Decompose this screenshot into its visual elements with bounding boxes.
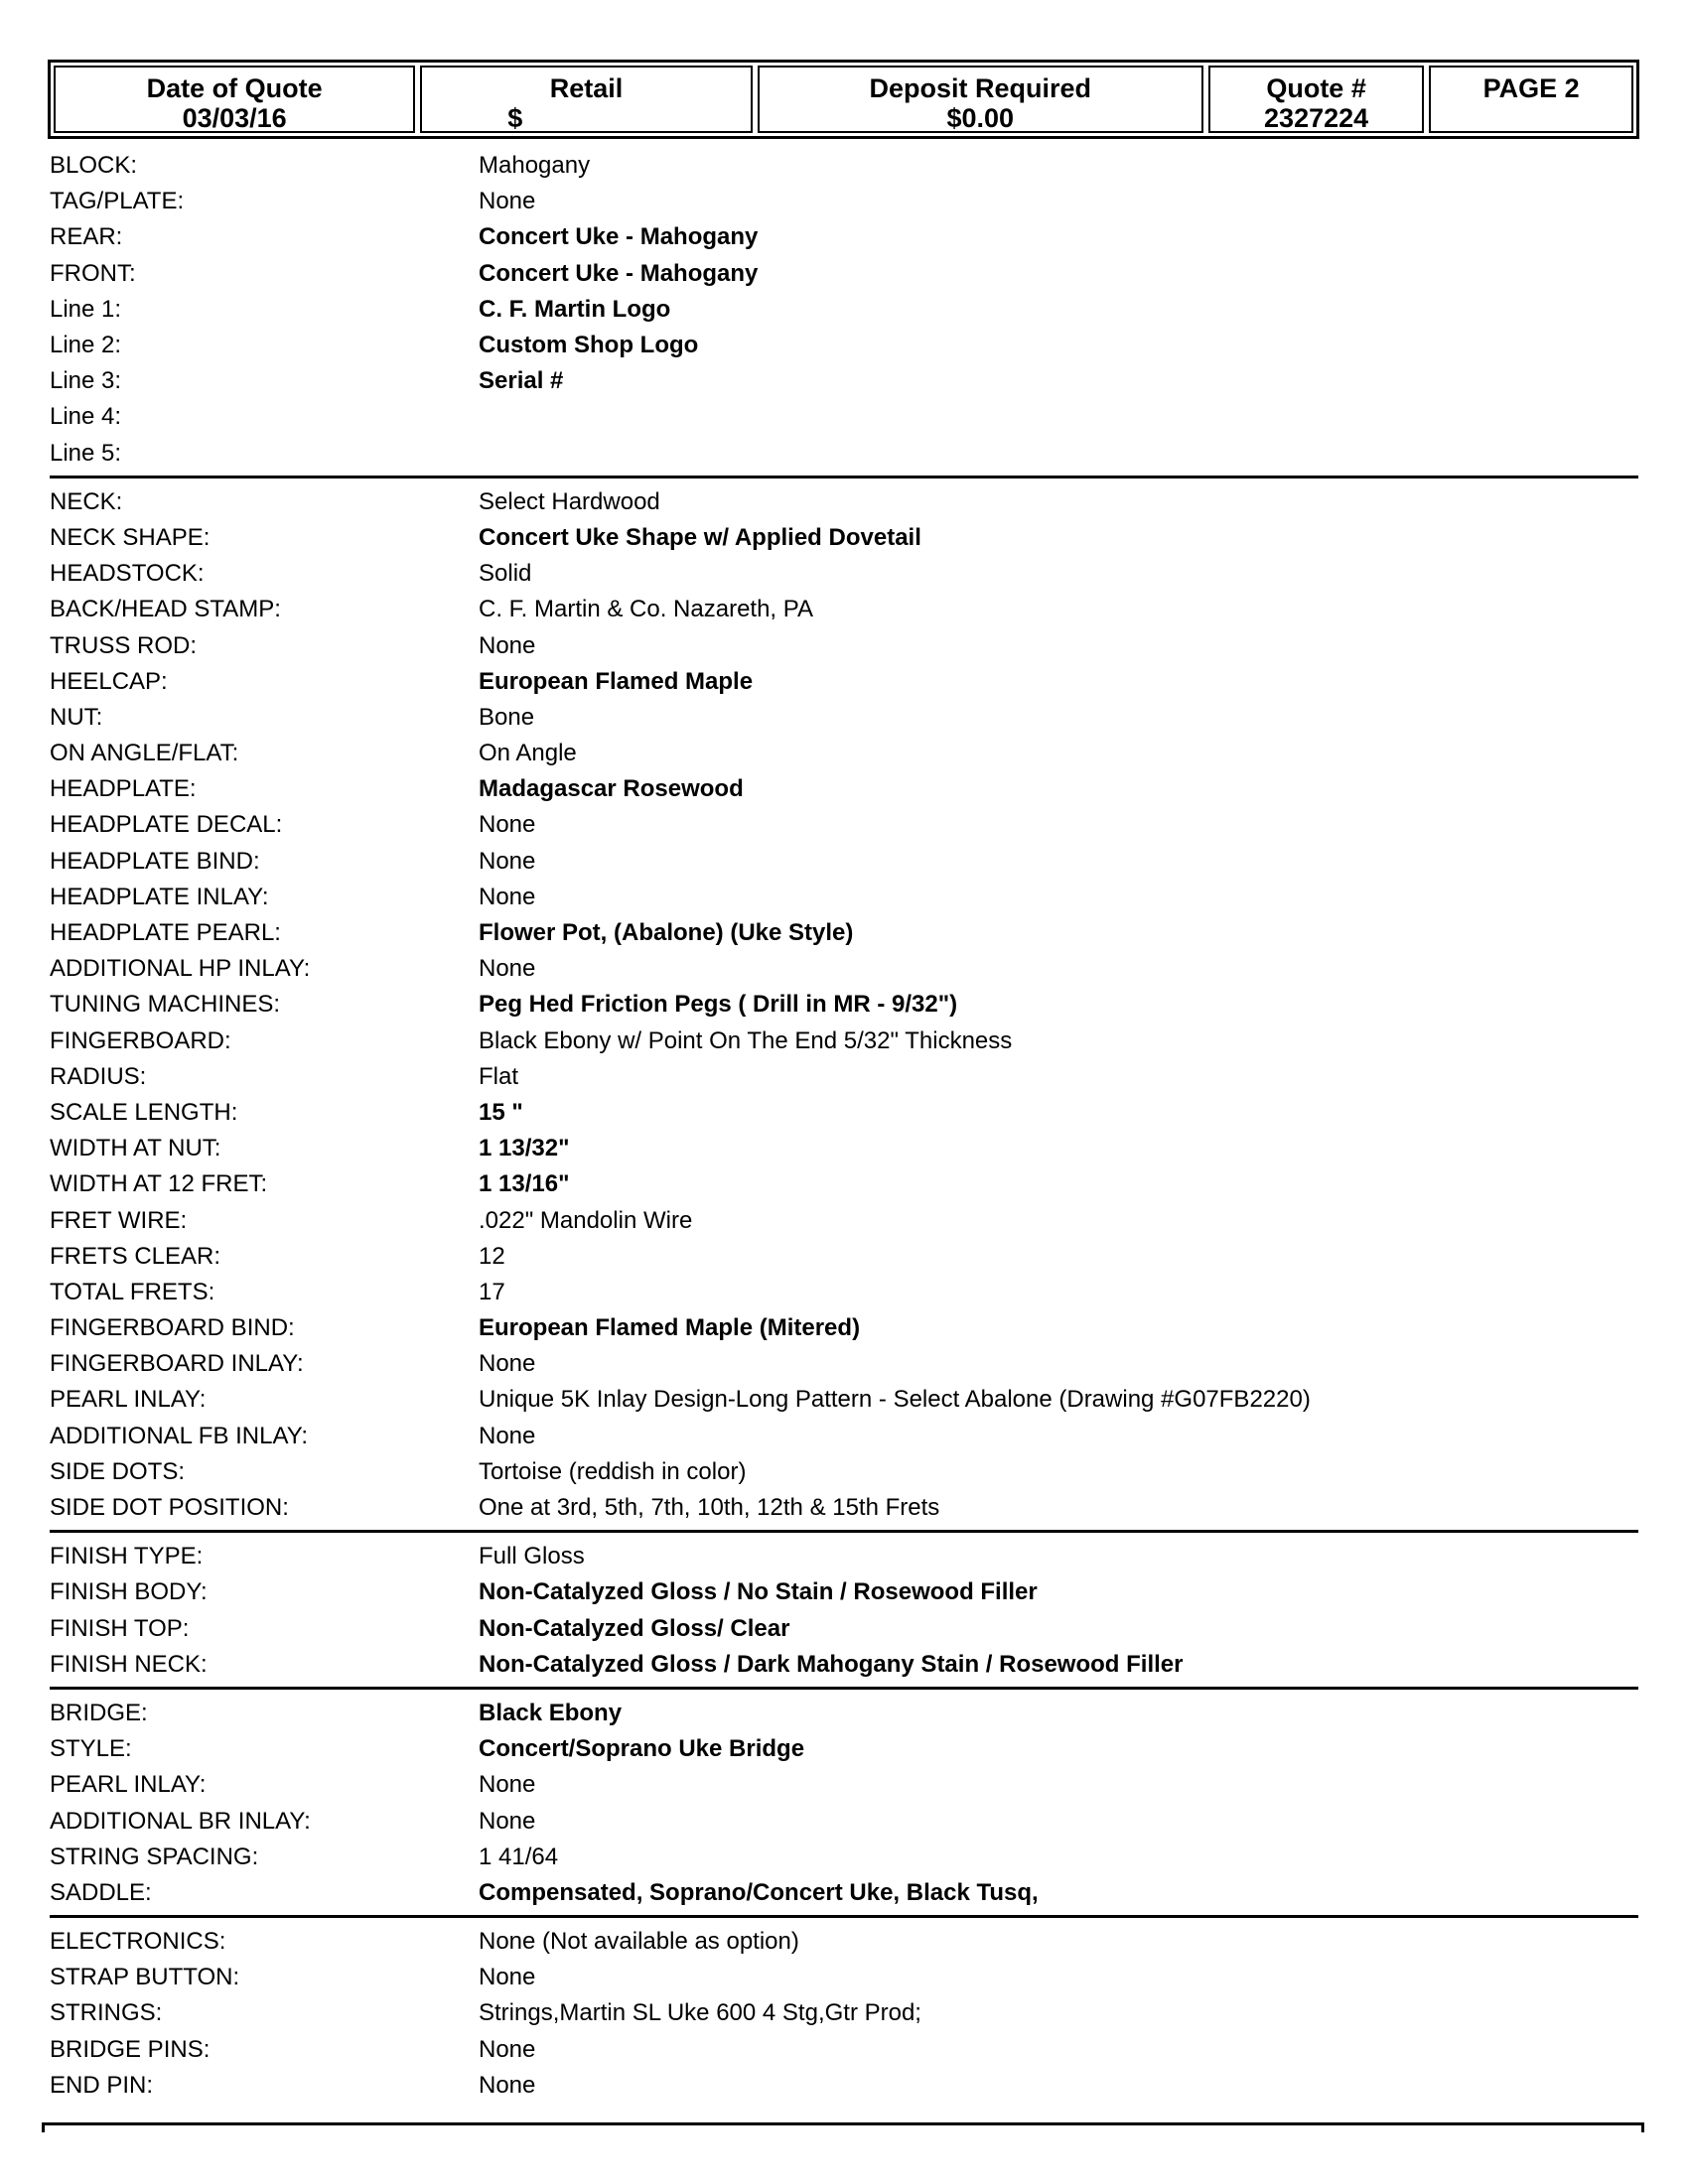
page-number-cell: [1429, 66, 1633, 133]
spec-label: FINISH NECK:: [50, 1650, 208, 1678]
spec-row: [50, 1574, 1638, 1610]
spec-value: Peg Hed Friction Pegs ( Drill in MR - 9/32"): [479, 991, 958, 1019]
spec-value: Strings,Martin SL Uke 600 4 Stg,Gtr Prod;: [479, 1999, 921, 2027]
spec-row: [50, 1490, 1638, 1526]
spec-value: None: [479, 1807, 536, 1835]
spec-label: BLOCK:: [50, 152, 138, 180]
spec-label: STYLE:: [50, 1735, 132, 1763]
deposit-required-value: $0.00: [946, 103, 1015, 133]
spec-label: HEADPLATE INLAY:: [50, 883, 269, 910]
footer-rule-right-tick: [1641, 2122, 1644, 2132]
spec-label: PEARL INLAY:: [50, 1771, 207, 1799]
spec-section: [50, 478, 1638, 1533]
spec-row: [50, 987, 1638, 1023]
spec-value: 17: [479, 1278, 505, 1305]
spec-row: [50, 664, 1638, 700]
spec-row: [50, 399, 1638, 435]
spec-row: [50, 1840, 1638, 1875]
spec-row: [50, 363, 1638, 399]
spec-row: [50, 844, 1638, 880]
spec-label: Line 1:: [50, 295, 122, 323]
spec-label: FINGERBOARD BIND:: [50, 1314, 295, 1342]
date-of-quote-cell: [54, 66, 415, 133]
date-of-quote-label: Date of Quote: [146, 73, 323, 103]
spec-row: [50, 1310, 1638, 1346]
spec-value: None: [479, 2035, 536, 2063]
spec-label: HEELCAP:: [50, 667, 168, 695]
spec-value: None: [479, 1771, 536, 1799]
spec-row: [50, 1239, 1638, 1275]
spec-label: STRAP BUTTON:: [50, 1964, 240, 1991]
spec-row: [50, 556, 1638, 592]
spec-label: HEADPLATE:: [50, 775, 197, 803]
page-number-label: PAGE 2: [1482, 73, 1580, 103]
spec-row: [50, 627, 1638, 663]
spec-value: None: [479, 1422, 536, 1449]
spec-label: FINISH BODY:: [50, 1578, 208, 1606]
spec-value: On Angle: [479, 740, 577, 767]
spec-label: FINGERBOARD INLAY:: [50, 1350, 304, 1378]
spec-value: None: [479, 631, 536, 659]
spec-row: [50, 1767, 1638, 1803]
spec-row: [50, 1875, 1638, 1911]
spec-row: [50, 951, 1638, 987]
spec-label: STRING SPACING:: [50, 1843, 259, 1870]
quote-number-cell: [1208, 66, 1425, 133]
spec-label: HEADPLATE DECAL:: [50, 811, 283, 839]
spec-label: FINISH TOP:: [50, 1614, 190, 1642]
spec-label: WIDTH AT 12 FRET:: [50, 1170, 268, 1198]
spec-value: European Flamed Maple (Mitered): [479, 1314, 861, 1342]
spec-row: [50, 1803, 1638, 1839]
spec-label: TOTAL FRETS:: [50, 1278, 215, 1305]
spec-value: Tortoise (reddish in color): [479, 1457, 747, 1485]
date-of-quote-value: 03/03/16: [182, 103, 287, 133]
spec-row: [50, 771, 1638, 807]
spec-value: Unique 5K Inlay Design-Long Pattern - Select Abalone (Drawing #G07FB2220): [479, 1386, 1311, 1414]
spec-label: FRETS CLEAR:: [50, 1242, 221, 1270]
spec-value: Concert/Soprano Uke Bridge: [479, 1735, 805, 1763]
spec-value: Madagascar Rosewood: [479, 775, 744, 803]
spec-label: Line 3:: [50, 367, 122, 395]
spec-row: [50, 2068, 1638, 2104]
spec-value: Concert Uke Shape w/ Applied Dovetail: [479, 523, 921, 551]
spec-value: Flower Pot, (Abalone) (Uke Style): [479, 919, 854, 947]
spec-label: NUT:: [50, 703, 103, 731]
spec-row: [50, 1095, 1638, 1131]
spec-row: [50, 1131, 1638, 1166]
spec-label: STRINGS:: [50, 1999, 163, 2027]
spec-value: None: [479, 811, 536, 839]
spec-value: Compensated, Soprano/Concert Uke, Black Tusq,: [479, 1878, 1039, 1906]
spec-row: [50, 328, 1638, 363]
retail-label: Retail: [549, 73, 624, 103]
spec-label: PEARL INLAY:: [50, 1386, 207, 1414]
spec-value: Non-Catalyzed Gloss / Dark Mahogany Stain / Rosewood Filler: [479, 1650, 1184, 1678]
spec-row: [50, 1995, 1638, 2031]
spec-value: Select Hardwood: [479, 487, 660, 515]
spec-value: None: [479, 188, 536, 215]
deposit-required-cell: [758, 66, 1203, 133]
spec-row: [50, 520, 1638, 556]
spec-row: [50, 1419, 1638, 1454]
spec-value: None: [479, 955, 536, 983]
spec-value: Concert Uke - Mahogany: [479, 259, 759, 287]
spec-row: [50, 1960, 1638, 1995]
spec-value: None: [479, 1964, 536, 1991]
spec-value: Full Gloss: [479, 1543, 585, 1570]
spec-label: BRIDGE:: [50, 1699, 148, 1726]
spec-value: Bone: [479, 703, 535, 731]
quote-number-label: Quote #: [1266, 73, 1366, 103]
spec-value: None: [479, 883, 536, 910]
spec-value: Black Ebony: [479, 1699, 623, 1726]
spec-value: Black Ebony w/ Point On The End 5/32" Thickness: [479, 1026, 1013, 1054]
footer-rule: [42, 2122, 1644, 2125]
spec-row: [50, 1202, 1638, 1238]
spec-row: [50, 2032, 1638, 2068]
spec-label: HEADSTOCK:: [50, 560, 205, 588]
spec-row: [50, 592, 1638, 627]
spec-label: FINISH TYPE:: [50, 1543, 204, 1570]
spec-value: Concert Uke - Mahogany: [479, 223, 759, 251]
spec-label: Line 5:: [50, 439, 122, 467]
spec-label: ADDITIONAL BR INLAY:: [50, 1807, 311, 1835]
spec-label: HEADPLATE BIND:: [50, 847, 260, 875]
spec-row: [50, 880, 1638, 915]
spec-value: Flat: [479, 1062, 519, 1090]
spec-label: NECK SHAPE:: [50, 523, 211, 551]
spec-label: WIDTH AT NUT:: [50, 1135, 221, 1162]
spec-value: European Flamed Maple: [479, 667, 754, 695]
spec-row: [50, 700, 1638, 736]
spec-value: 12: [479, 1242, 505, 1270]
spec-row: [50, 1059, 1638, 1095]
spec-section: [50, 1690, 1638, 1918]
spec-label: NECK:: [50, 487, 123, 515]
spec-row: [50, 1611, 1638, 1647]
spec-label: END PIN:: [50, 2071, 154, 2099]
spec-value: 1 13/32": [479, 1135, 570, 1162]
spec-label: FRET WIRE:: [50, 1206, 188, 1234]
spec-value: Serial #: [479, 367, 564, 395]
spec-label: TUNING MACHINES:: [50, 991, 281, 1019]
spec-label: Line 4:: [50, 403, 122, 431]
spec-value: .022" Mandolin Wire: [479, 1206, 693, 1234]
spec-label: ELECTRONICS:: [50, 1928, 226, 1956]
spec-row: [50, 292, 1638, 328]
spec-value: 1 13/16": [479, 1170, 570, 1198]
retail-cell: [420, 66, 752, 133]
spec-row: [50, 1166, 1638, 1202]
spec-sections: [50, 147, 1638, 2108]
spec-row: [50, 1346, 1638, 1382]
spec-label: FINGERBOARD:: [50, 1026, 231, 1054]
spec-label: TRUSS ROD:: [50, 631, 198, 659]
spec-row: [50, 1382, 1638, 1418]
footer-rule-left-tick: [42, 2122, 45, 2132]
spec-label: TAG/PLATE:: [50, 188, 185, 215]
spec-value: None: [479, 1350, 536, 1378]
spec-row: [50, 1696, 1638, 1731]
spec-value: 1 41/64: [479, 1843, 559, 1870]
spec-row: [50, 1539, 1638, 1574]
spec-value: C. F. Martin Logo: [479, 295, 671, 323]
spec-label: Line 2:: [50, 332, 122, 359]
spec-value: None: [479, 847, 536, 875]
spec-row: [50, 1024, 1638, 1059]
spec-label: ON ANGLE/FLAT:: [50, 740, 239, 767]
spec-row: [50, 256, 1638, 292]
spec-value: Mahogany: [479, 152, 591, 180]
spec-row: [50, 1275, 1638, 1310]
spec-label: SCALE LENGTH:: [50, 1098, 238, 1126]
spec-label: SIDE DOTS:: [50, 1457, 186, 1485]
spec-row: [50, 484, 1638, 520]
deposit-required-label: Deposit Required: [869, 73, 1091, 103]
spec-row: [50, 1647, 1638, 1683]
spec-label: FRONT:: [50, 259, 136, 287]
spec-row: [50, 1924, 1638, 1960]
spec-row: [50, 148, 1638, 184]
spec-label: BRIDGE PINS:: [50, 2035, 211, 2063]
spec-value: None: [479, 2071, 536, 2099]
spec-section: [50, 1533, 1638, 1690]
spec-value: Non-Catalyzed Gloss/ Clear: [479, 1614, 790, 1642]
spec-value: One at 3rd, 5th, 7th, 10th, 12th & 15th Frets: [479, 1494, 940, 1522]
spec-label: ADDITIONAL FB INLAY:: [50, 1422, 309, 1449]
spec-label: RADIUS:: [50, 1062, 147, 1090]
quote-header: [48, 60, 1639, 139]
spec-section: [50, 1918, 1638, 2108]
spec-row: [50, 915, 1638, 951]
spec-row: [50, 736, 1638, 771]
retail-value: $: [507, 103, 523, 133]
spec-value: Solid: [479, 560, 532, 588]
spec-row: [50, 1731, 1638, 1767]
spec-row: [50, 436, 1638, 472]
quote-number-value: 2327224: [1264, 103, 1369, 133]
spec-section: [50, 147, 1638, 478]
spec-value: C. F. Martin & Co. Nazareth, PA: [479, 596, 813, 623]
spec-label: HEADPLATE PEARL:: [50, 919, 281, 947]
spec-row: [50, 807, 1638, 843]
spec-label: BACK/HEAD STAMP:: [50, 596, 281, 623]
spec-value: Custom Shop Logo: [479, 332, 699, 359]
spec-label: SADDLE:: [50, 1878, 152, 1906]
spec-row: [50, 219, 1638, 255]
spec-value: 15 ": [479, 1098, 523, 1126]
spec-label: REAR:: [50, 223, 123, 251]
spec-value: Non-Catalyzed Gloss / No Stain / Rosewood Filler: [479, 1578, 1038, 1606]
spec-row: [50, 1454, 1638, 1490]
spec-label: ADDITIONAL HP INLAY:: [50, 955, 311, 983]
spec-value: None (Not available as option): [479, 1928, 799, 1956]
spec-label: SIDE DOT POSITION:: [50, 1494, 289, 1522]
spec-row: [50, 184, 1638, 219]
